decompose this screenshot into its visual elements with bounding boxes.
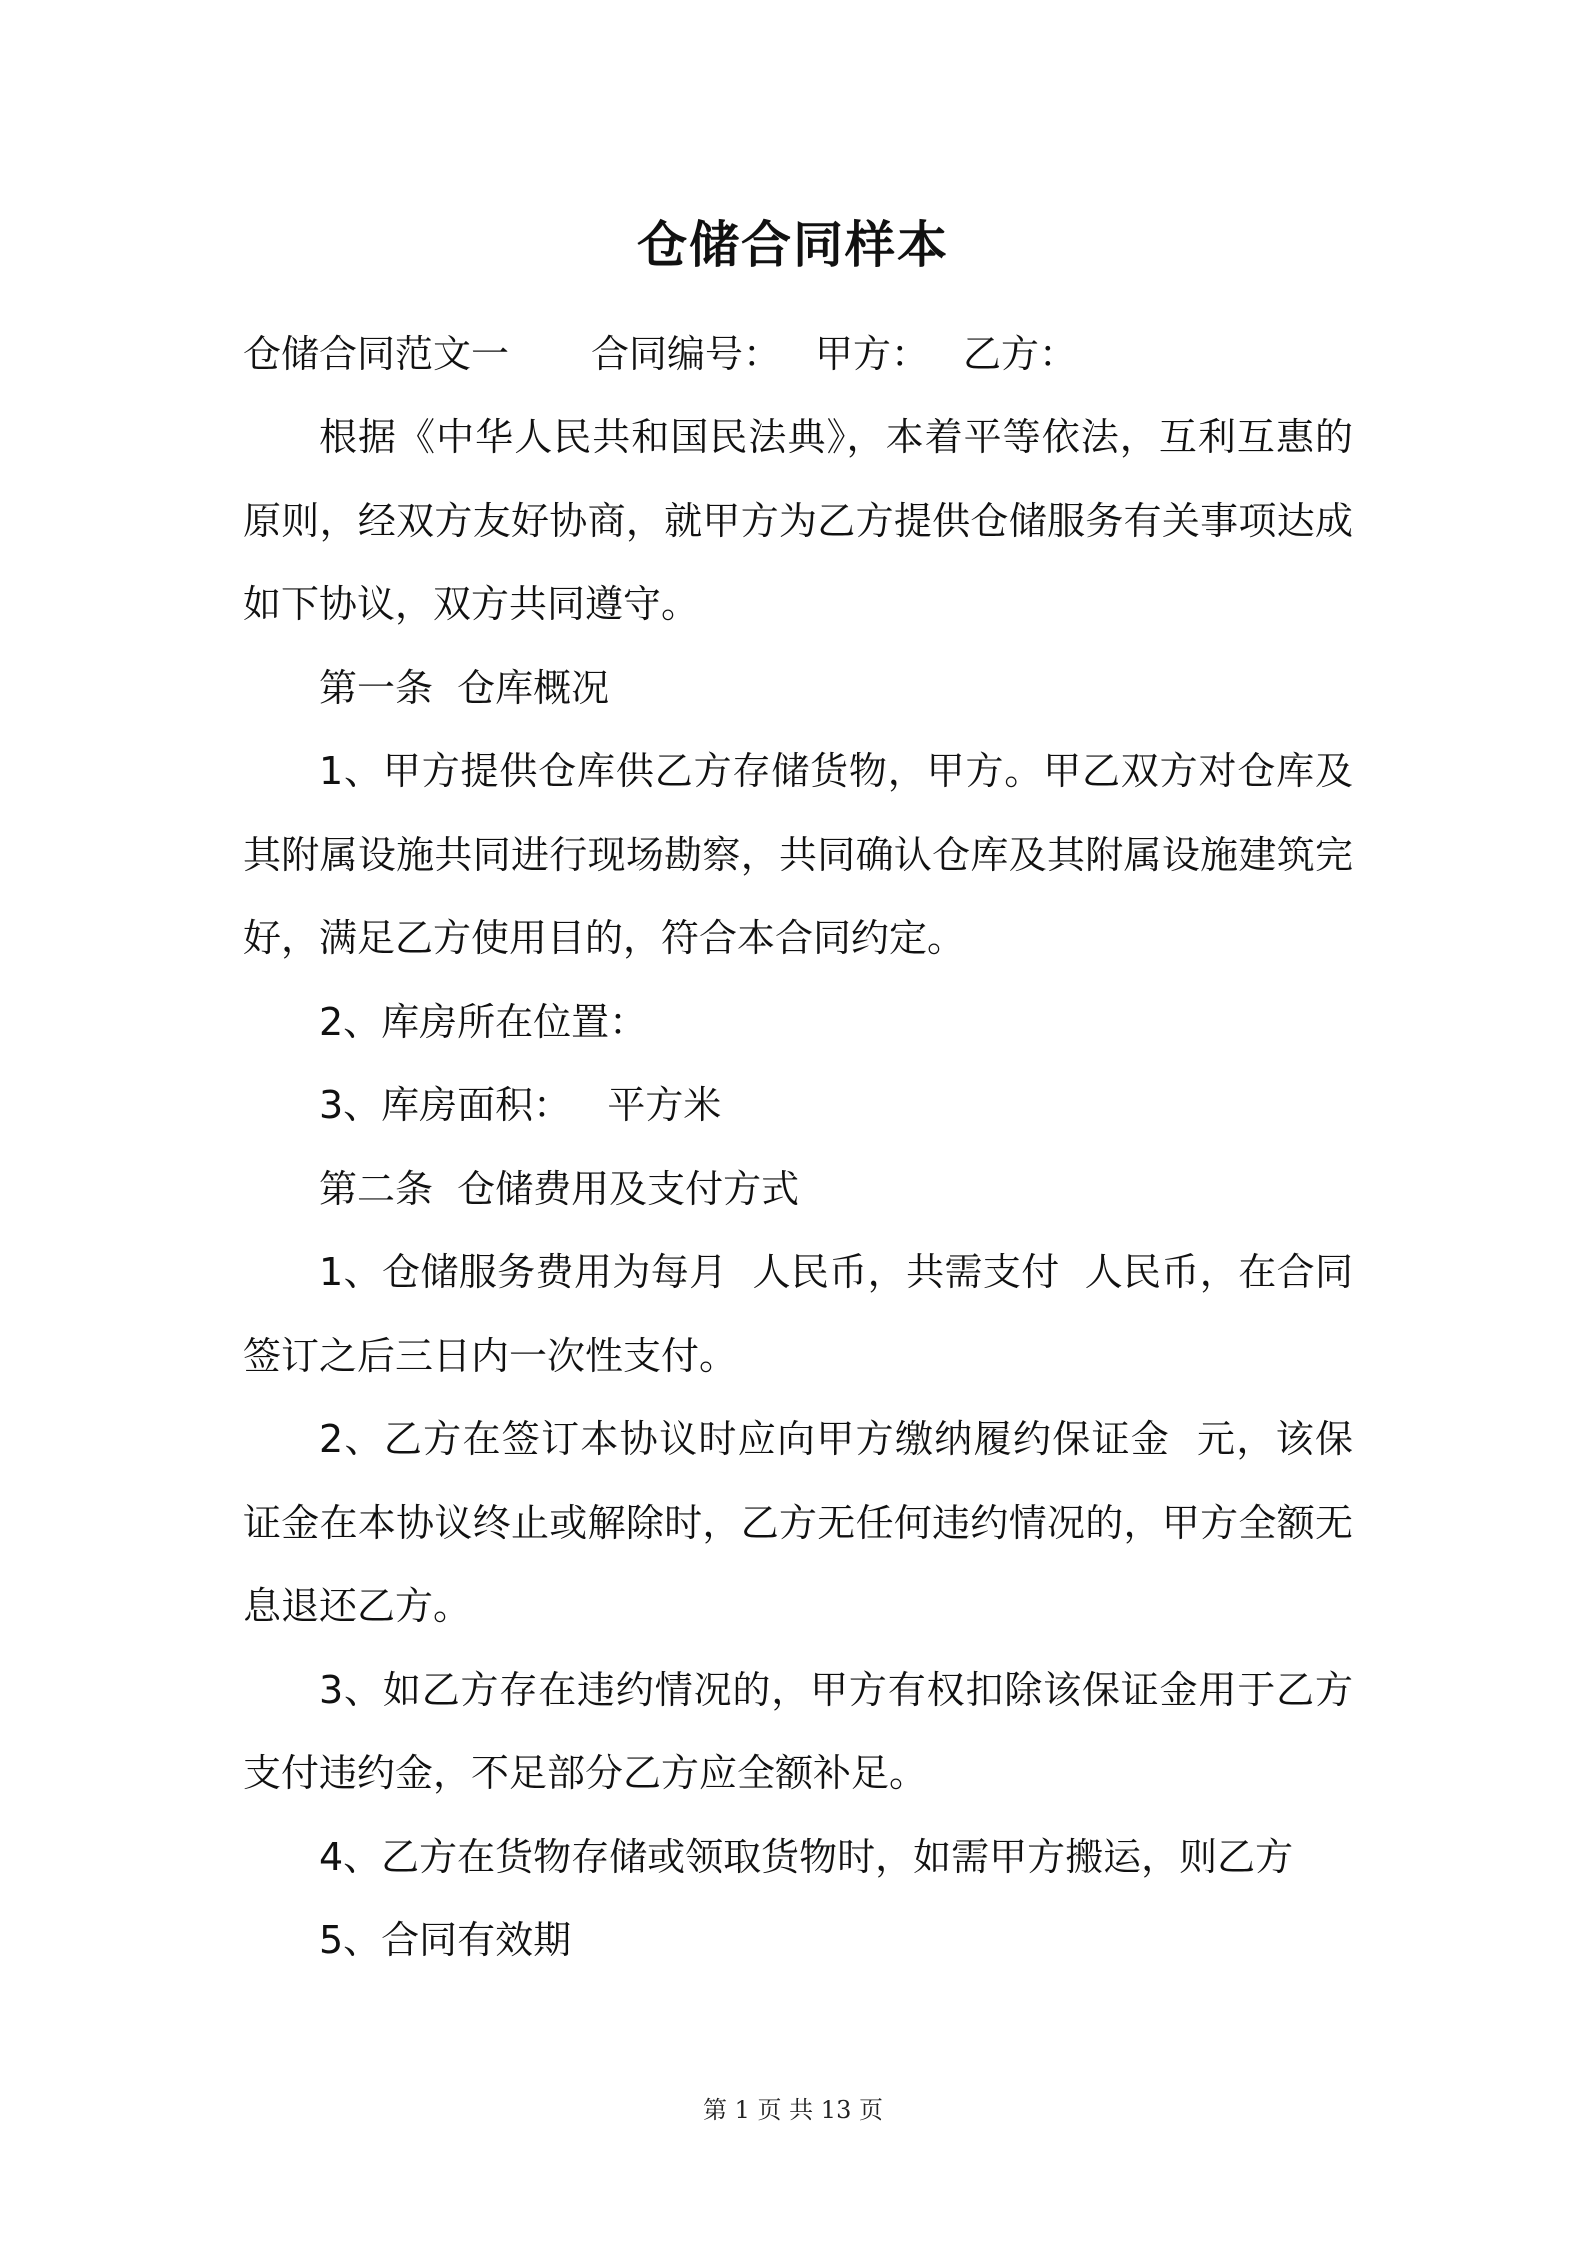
- page-footer: 第 1 页 共 13 页: [703, 2096, 883, 2124]
- article-heading-2: 第二条 仓储费用及支付方式: [319, 1166, 800, 1211]
- party-a-label: 甲方：: [815, 332, 930, 376]
- contract-body: [243, 396, 1353, 1983]
- document-title: 仓储合同样本: [637, 216, 949, 274]
- paragraph-clause: 1、甲方提供仓库供乙方存储货物，甲方。甲乙双方对仓库及其附属设施共同进行现场勘察，共同确认仓库及其附属设施建筑完好，满足乙方使用目的，符合本合同约定。: [243, 749, 1353, 960]
- paragraph-clause: 3、如乙方存在违约情况的，甲方有权扣除该保证金用于乙方支付违约金，不足部分乙方应全额补足。: [243, 1667, 1353, 1795]
- contract-number-label: 合同编号：: [591, 332, 782, 376]
- paragraph-clause: 3、库房面积： 平方米: [319, 1083, 722, 1127]
- paragraph-preamble: 根据《中华人民共和国民法典》，本着平等依法，互利互惠的原则，经双方友好协商，就甲方为乙方提供仓储服务有关事项达成如下协议，双方共同遵守。: [243, 415, 1353, 626]
- paragraph-clause: 2、库房所在位置：: [319, 999, 648, 1044]
- contract-header-line: [243, 312, 1393, 396]
- party-b-label: 乙方：: [963, 332, 1078, 376]
- paragraph-clause: 5、合同有效期: [319, 1918, 572, 1962]
- paragraph-clause: 4、乙方在货物存储或领取货物时，如需甲方搬运，则乙方: [319, 1834, 1294, 1879]
- sample-name: 仓储合同范文一: [243, 332, 510, 376]
- article-heading-1: 第一条 仓库概况: [319, 665, 610, 710]
- paragraph-clause: 1、仓储服务费用为每月 人民币，共需支付 人民币，在合同签订之后三日内一次性支付。: [243, 1250, 1353, 1378]
- paragraph-clause: 2、乙方在签订本协议时应向甲方缴纳履约保证金 元，该保证金在本协议终止或解除时，乙方无任何违约情况的，甲方全额无息退还乙方。: [243, 1417, 1353, 1628]
